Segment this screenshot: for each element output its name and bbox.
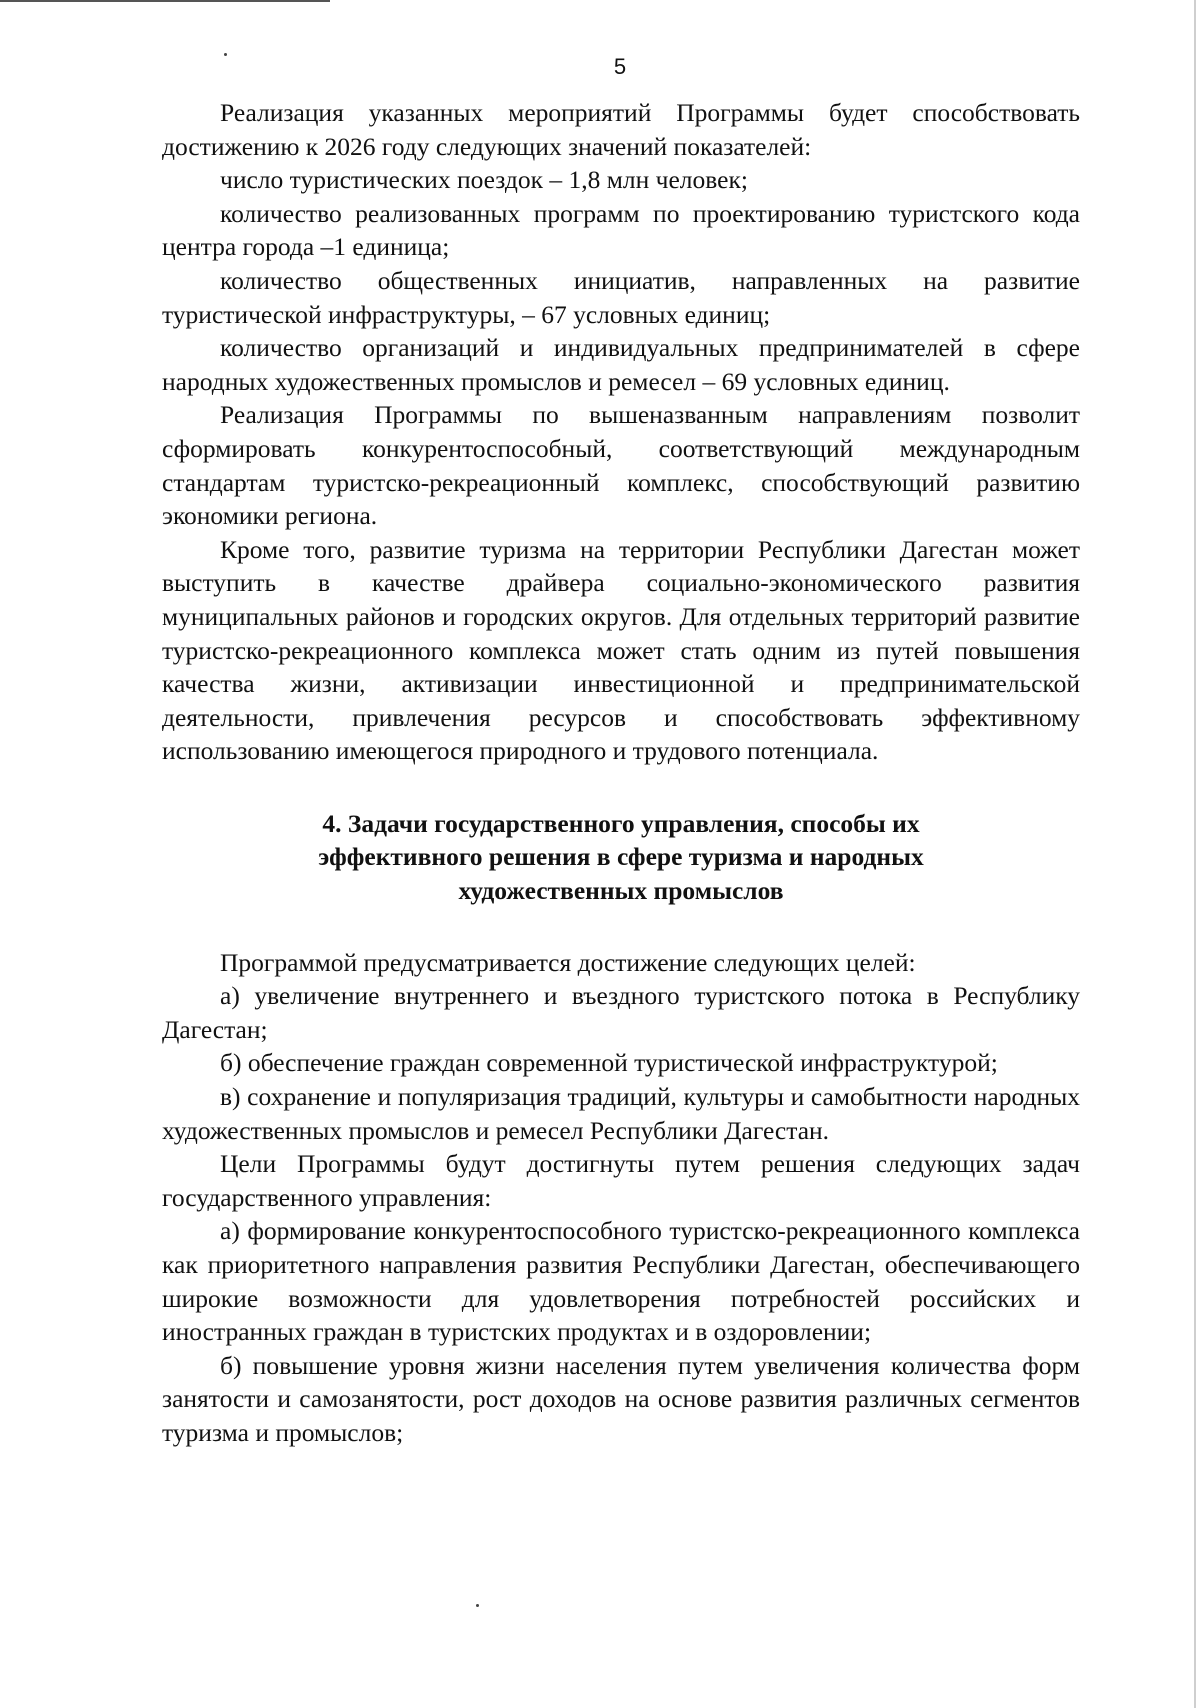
paragraph-program-effect: Реализация Программы по вышеназванным направлениям позволит сформировать конкурентоспособный, соответствующий международным стандартам туристско-рекреационный комплекс, способствующий развитию экономики региона. (162, 400, 1080, 531)
paragraph-task-a: а) формирование конкурентоспособного туристско-рекреационного комплекса как приоритетного направления развития Республики Дагестан, обеспечивающего широкие возможности для удовлетворения потребностей российских и иностранных граждан в туристских продуктах и в оздоровлении; (162, 1216, 1080, 1347)
paragraph-goal-c: в) сохранение и популяризация традиций, культуры и самобытности народных художественных промыслов и ремесел Республики Дагестан. (162, 1082, 1080, 1145)
paragraph-goals-intro: Программой предусматривается достижение следующих целей: (220, 947, 916, 977)
paragraph-task-b: б) повышение уровня жизни населения путем увеличения количества форм занятости и самозанятости, рост доходов на основе развития различных сегментов туризма и промыслов; (162, 1350, 1080, 1447)
paragraph-goal-b: б) обеспечение граждан современной туристической инфраструктурой; (220, 1048, 998, 1078)
scan-edge-top (0, 0, 330, 2)
scan-edge-right (1194, 0, 1196, 1708)
section-heading-line: художественных промыслов (458, 876, 784, 906)
paragraph-tasks-intro: Цели Программы будут достигнуты путем решения следующих задач государственного управления: (162, 1149, 1080, 1212)
paragraph-indicator-crafts: количество организаций и индивидуальных предпринимателей в сфере народных художественных промыслов и ремесел – 69 условных единиц. (162, 333, 1080, 396)
scan-speck (476, 1604, 479, 1607)
page-number: 5 (613, 54, 627, 79)
paragraph-intro: Реализация указанных мероприятий Программы будет способствовать достижению к 2026 году следующих значений показателей: (162, 98, 1080, 161)
section-heading (162, 807, 1080, 908)
paragraph-indicator-initiatives: количество общественных инициатив, направленных на развитие туристической инфраструктуры, – 67 условных единиц; (162, 265, 1080, 329)
section-heading-line: эффективного решения в сфере туризма и народных (318, 842, 924, 872)
paragraph-tourism-driver: Кроме того, развитие туризма на территории Республики Дагестан может выступить в качестве драйвера социально-экономического развития муниципальных районов и городских округов. Для отдельных территорий развитие туристско-рекреационного комплекса может стать одним из путей повышения качества жизни, активизации инвестиционной и предпринимательской деятельности, привлечения ресурсов и способствовать эффективному использованию имеющегося природного и трудового потенциала. (162, 534, 1080, 766)
paragraph-indicator-city-code: количество реализованных программ по проектированию туристского кода центра города –1 единица; (162, 198, 1080, 262)
section-heading-line: 4. Задачи государственного управления, способы их (322, 808, 920, 838)
paragraph-indicator-trips: число туристических поездок – 1,8 млн человек; (220, 165, 748, 195)
document-body (162, 96, 1080, 1450)
paragraph-goal-a: а) увеличение внутреннего и въездного туристского потока в Республику Дагестан; (162, 981, 1080, 1044)
